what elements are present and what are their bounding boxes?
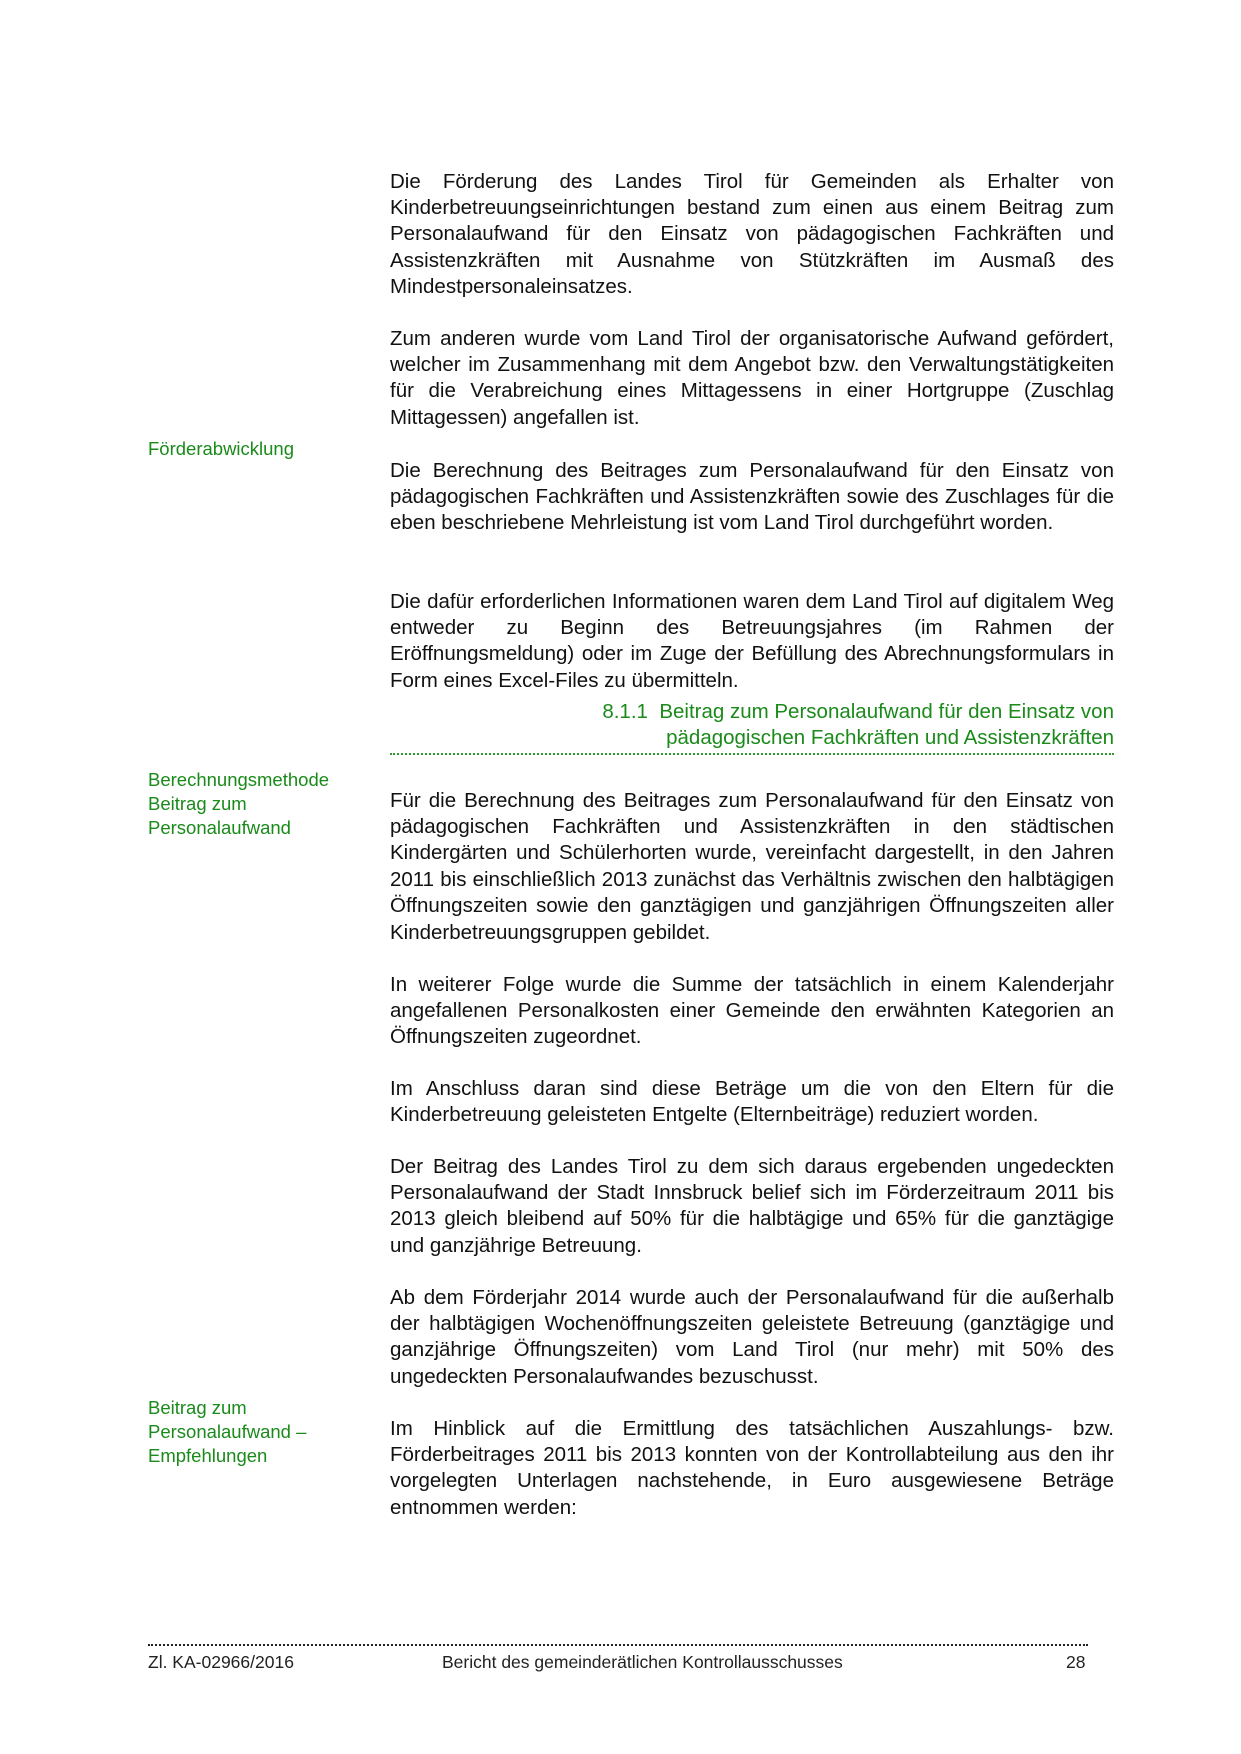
margin-note-line: Empfehlungen	[148, 1445, 268, 1466]
section-heading-line-1: 8.1.1 Beitrag zum Personalaufwand für den Einsatz von	[602, 700, 1114, 723]
margin-note-empfehlungen	[148, 1396, 378, 1468]
paragraph-4: Die dafür erforderlichen Informationen waren dem Land Tirol auf digitalem Weg entweder zu Beginn des Betreuungsjahres (im Rahmen der Eröffnungsmeldung) oder im Zuge der Befüllung des Abrechnungsformulars in Form eines Excel-Files zu übermitteln.	[390, 589, 1114, 692]
paragraph-6: In weiterer Folge wurde die Summe der tatsächlich in einem Kalenderjahr angefallenen Personalkosten einer Gemeinde den erwähnten Kategorien an Öffnungszeiten zugeordnet.	[390, 972, 1114, 1049]
section-heading-line-2: pädagogischen Fachkräften und Assistenzkräften	[666, 726, 1114, 750]
margin-note-line: Beitrag zum	[148, 793, 247, 814]
paragraph-1: Die Förderung des Landes Tirol für Gemeinden als Erhalter von Kinderbetreuungseinrichtungen bestand zum einen aus einem Beitrag zum Personalaufwand für den Einsatz von pädagogischen Fachkräften und Assistenzkräften mit Ausnahme von Stützkräften im Ausmaß des Mindestpersonaleinsatzes.	[390, 169, 1114, 299]
margin-note-foerderabwicklung	[148, 437, 378, 461]
margin-note-line: Berechnungsmethode	[148, 769, 330, 790]
paragraph-5: Für die Berechnung des Beitrages zum Personalaufwand für den Einsatz von pädagogischen Fachkräften und Assistenzkräften in den städtischen Kindergärten und Schülerhorten wurde, vereinfacht dargestellt, in den Jahren 2011 bis einschließlich 2013 zunächst das Verhältnis zwischen den halbtägigen Öffnungszeiten sowie den ganztägigen und ganzjährigen Öffnungszeiten aller Kinderbetreuungsgruppen gebildet.	[390, 788, 1114, 944]
section-heading	[390, 699, 1114, 752]
paragraph-7: Im Anschluss daran sind diese Beträge um die von den Eltern für die Kinderbetreuung geleisteten Entgelte (Elternbeiträge) reduziert worden.	[390, 1076, 1114, 1126]
margin-note-berechnungsmethode	[148, 768, 378, 840]
section-divider	[390, 753, 1114, 755]
paragraph-3: Die Berechnung des Beitrages zum Personalaufwand für den Einsatz von pädagogischen Fachkräften und Assistenzkräften sowie des Zuschlages für die eben beschriebene Mehrleistung ist vom Land Tirol durchgeführt worden.	[390, 458, 1114, 535]
paragraph-9: Ab dem Förderjahr 2014 wurde auch der Personalaufwand für die außerhalb der halbtägigen Wochenöffnungszeiten geleistete Betreuung (ganztägige und ganzjährige Öffnungszeiten) vom Land Tirol (nur mehr) mit 50% des ungedeckten Personalaufwandes bezuschusst.	[390, 1285, 1114, 1388]
paragraph-10: Im Hinblick auf die Ermittlung des tatsächlichen Auszahlungs- bzw. Förderbeitrages 2011 bis 2013 konnten von der Kontrollabteilung aus den ihr vorgelegten Unterlagen nachstehende, in Euro ausgewiesene Beträge entnommen werden:	[390, 1416, 1114, 1519]
margin-note-line: Personalaufwand –	[148, 1421, 307, 1442]
page-number: 28	[1066, 1652, 1086, 1672]
paragraph-8: Der Beitrag des Landes Tirol zu dem sich daraus ergebenden ungedeckten Personalaufwand der Stadt Innsbruck belief sich im Förderzeitraum 2011 bis 2013 gleich bleibend auf 50% für die halbtägige und 65% für die ganztägige und ganzjährige Betreuung.	[390, 1154, 1114, 1257]
margin-note-text: Förderabwicklung	[148, 438, 295, 459]
footer-title: Bericht des gemeinderätlichen Kontrollausschusses	[442, 1652, 843, 1672]
margin-note-line: Beitrag zum	[148, 1397, 247, 1418]
footer-divider	[148, 1644, 1088, 1646]
margin-note-line: Personalaufwand	[148, 817, 291, 838]
footer-reference: Zl. KA-02966/2016	[148, 1652, 294, 1672]
paragraph-2: Zum anderen wurde vom Land Tirol der organisatorische Aufwand gefördert, welcher im Zusammenhang mit dem Angebot bzw. den Verwaltungstätigkeiten für die Verabreichung eines Mittagessens in einer Hortgruppe (Zuschlag Mittagessen) angefallen ist.	[390, 326, 1114, 429]
